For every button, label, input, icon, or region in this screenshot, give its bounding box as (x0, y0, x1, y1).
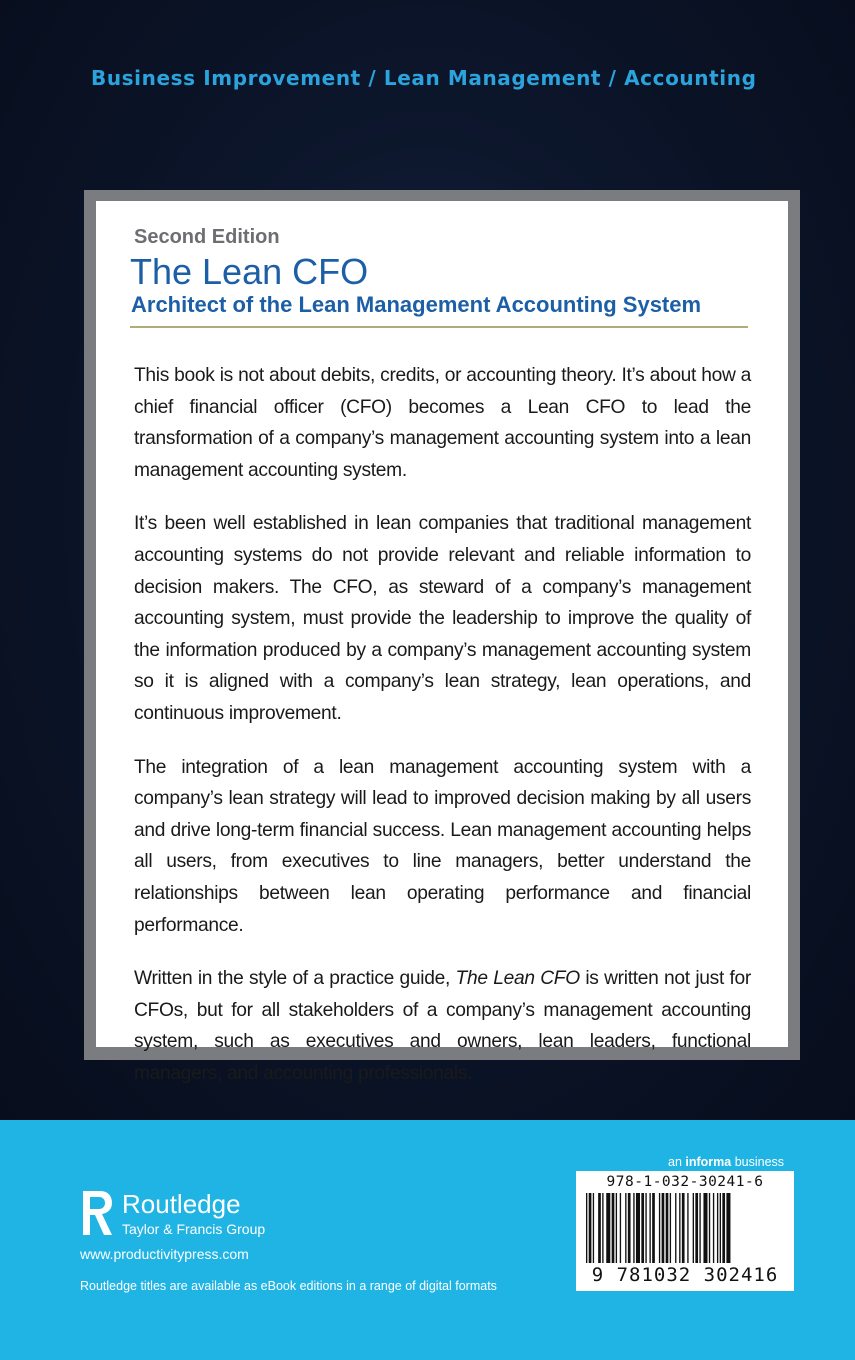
book-subtitle: Architect of the Lean Management Accounting System (131, 292, 702, 317)
barcode-bar (620, 1193, 621, 1263)
barcode-bar (666, 1193, 669, 1263)
publisher-name: Routledge (122, 1189, 241, 1219)
barcode-bar (625, 1193, 626, 1263)
barcode-bar (606, 1193, 610, 1263)
publisher-website[interactable]: www.productivitypress.com (80, 1246, 249, 1262)
ebook-note: Routledge titles are available as eBook editions in a range of digital formats (80, 1279, 497, 1293)
barcode-bar (670, 1193, 671, 1263)
barcode-box (576, 1171, 794, 1291)
barcode-bar (586, 1193, 587, 1263)
category-line: Business Improvement / Lean Management / Accounting (91, 66, 757, 90)
barcode-bar (633, 1193, 634, 1263)
description-paragraph-1: This book is not about debits, credits, or accounting theory. It’s about how a chief financial officer (CFO) becomes a Lean CFO to lead the transformation of a company’s management accounting system into a lean management accounting system. (134, 365, 751, 481)
barcode-bar (679, 1193, 680, 1263)
barcode-bar (675, 1193, 676, 1263)
barcode-bar (699, 1193, 700, 1263)
barcode-bar (589, 1193, 592, 1263)
barcode-digits: 9 781032 302416 (591, 1264, 779, 1286)
barcode-bar (682, 1193, 685, 1263)
barcode-bar (713, 1193, 714, 1263)
publisher-group: Taylor & Francis Group (122, 1221, 266, 1237)
barcode-bar (628, 1193, 631, 1263)
barcode-bar (720, 1193, 721, 1263)
informa-suffix: business (731, 1155, 785, 1169)
barcode-bar (717, 1193, 718, 1263)
barcode-bar (645, 1193, 646, 1263)
informa-bold: informa (685, 1155, 732, 1169)
book-title: The Lean CFO (130, 251, 369, 292)
barcode-bar (659, 1193, 660, 1263)
barcode-bar (652, 1193, 655, 1263)
informa-tagline (668, 1155, 784, 1169)
paragraph-4-end: is written not just for CFOs, but for all stakeholders of a company’s management accounting system, such as executives and owners, lean leaders, functional managers, and accounting professionals. (134, 968, 751, 1084)
barcode-bar (641, 1193, 644, 1263)
barcode-bar (693, 1193, 694, 1263)
description-body (134, 360, 751, 1111)
isbn-text: 978-1-032-30241-6 (606, 1174, 764, 1190)
barcode-bar (662, 1193, 665, 1263)
barcode-bar (703, 1193, 707, 1263)
book-title-italic: The Lean CFO (455, 968, 580, 990)
description-paragraph-2: It’s been well established in lean companies that traditional management accounting systems do not provide relevant and reliable information to decision makers. The CFO, as steward of a company’s management accounting system, must provide the leadership to improve the quality of the information produced by a company’s management accounting system so it is aligned with a company’s lean strategy, lean operations, and continuous improvement. (134, 513, 751, 724)
title-divider (130, 326, 748, 328)
description-paragraph-3: The integration of a lean management accounting system with a company’s lean strategy will lead to improved decision making by all users and drive long-term financial success. Lean management accounting helps all users, from executives to line managers, better understand the relationships between lean operating performance and financial performance. (134, 756, 751, 936)
barcode-bar (612, 1193, 615, 1263)
routledge-logo-icon (80, 1189, 114, 1237)
barcode-bar (709, 1193, 710, 1263)
barcode-bar (726, 1193, 730, 1263)
barcode-icon (584, 1193, 786, 1263)
edition-label: Second Edition (134, 226, 280, 248)
description-paragraph-4 (134, 963, 751, 1089)
barcode-bar (649, 1193, 650, 1263)
barcode-bar (602, 1193, 603, 1263)
informa-prefix: an (668, 1155, 686, 1169)
barcode-bar (687, 1193, 688, 1263)
barcode-bar (598, 1193, 601, 1263)
barcode-bar (636, 1193, 640, 1263)
barcode-bar (695, 1193, 698, 1263)
barcode-bar (593, 1193, 594, 1263)
barcode-bar (722, 1193, 725, 1263)
barcode-bar (616, 1193, 617, 1263)
paragraph-4-start: Written in the style of a practice guide, (134, 968, 456, 990)
